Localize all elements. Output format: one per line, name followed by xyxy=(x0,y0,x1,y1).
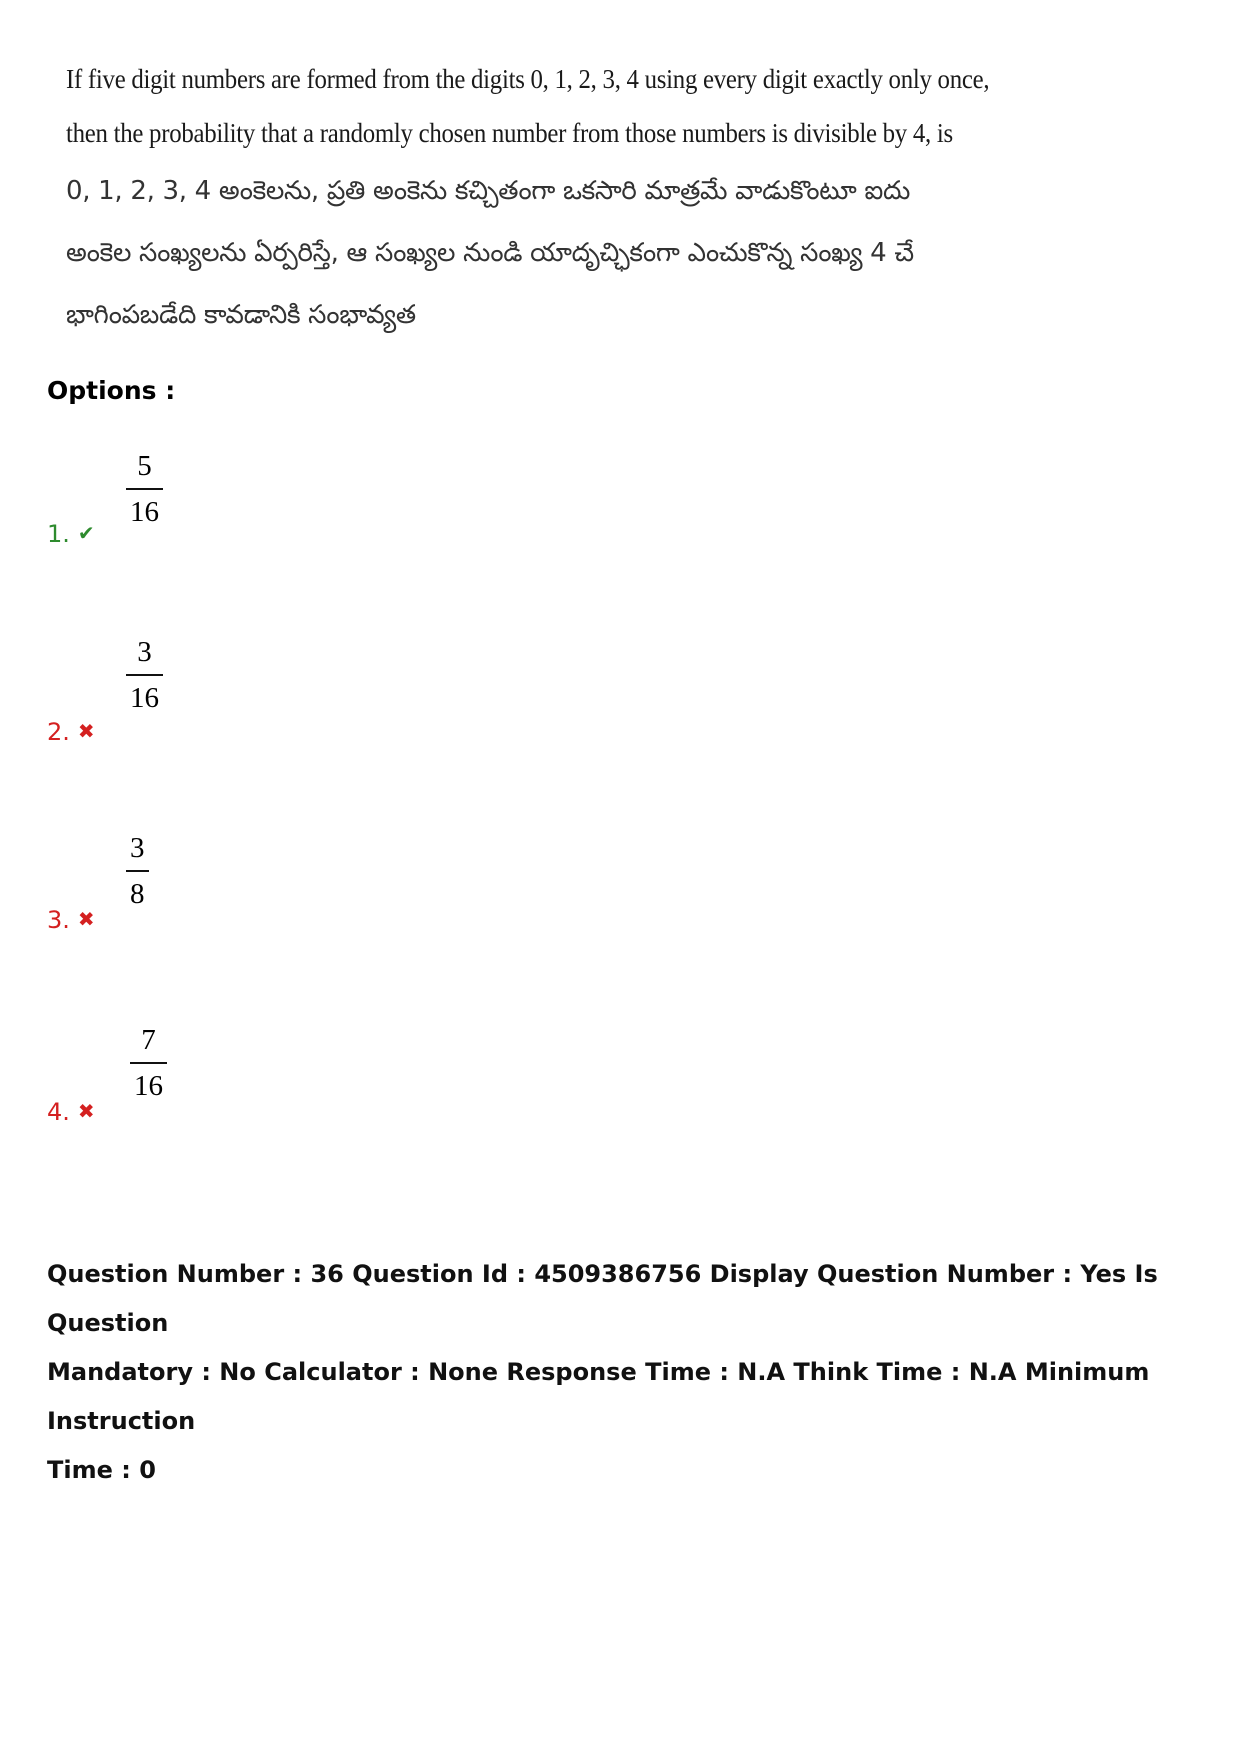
option-3-denominator: 8 xyxy=(130,878,145,910)
option-1-number-group xyxy=(47,520,95,548)
option-4-number: 4. xyxy=(47,1098,70,1126)
option-2-fraction xyxy=(126,638,163,713)
option-1-denominator: 16 xyxy=(130,496,159,528)
option-4-denominator: 16 xyxy=(134,1070,163,1102)
cross-icon: ✖ xyxy=(77,1099,95,1123)
option-2-number: 2. xyxy=(47,718,70,746)
question-meta xyxy=(47,1250,1207,1495)
question-meta-line-3: Time : 0 xyxy=(47,1456,156,1484)
question-meta-line-1: Question Number : 36 Question Id : 4509386756 Display Question Number : Yes Is Question xyxy=(47,1260,1158,1337)
option-3-numerator: 3 xyxy=(130,832,145,864)
option-1-numerator: 5 xyxy=(137,450,152,482)
check-icon: ✔ xyxy=(77,521,95,545)
option-1-number: 1. xyxy=(47,520,70,548)
option-1-fraction xyxy=(126,452,163,527)
option-3-fraction xyxy=(126,834,149,909)
question-line-telugu-3: భాగింపబడేది కావడానికి సంభావ్యత xyxy=(66,300,416,330)
question-line-telugu-1: 0, 1, 2, 3, 4 అంకెలను, ప్రతి అంకెను కచ్చితంగా ఒకసారి మాత్రమే వాడుకొంటూ ఐదు xyxy=(66,176,911,206)
option-4-fraction xyxy=(130,1026,167,1101)
question-line-english-1: If five digit numbers are formed from the digits 0, 1, 2, 3, 4 using every digit exactly only once, xyxy=(66,64,990,94)
option-2-number-group xyxy=(47,718,95,746)
option-3-number: 3. xyxy=(47,906,70,934)
question-meta-line-2: Mandatory : No Calculator : None Response Time : N.A Think Time : N.A Minimum Instruction xyxy=(47,1358,1150,1435)
question-line-telugu-2: అంకెల సంఖ్యలను ఏర్పరిస్తే, ఆ సంఖ్యల నుండి యాదృచ్ఛికంగా ఎంచుకొన్న సంఖ్య 4 చే xyxy=(66,238,914,268)
question-text xyxy=(66,52,990,346)
option-4-numerator: 7 xyxy=(141,1024,156,1056)
option-2-numerator: 3 xyxy=(137,636,152,668)
option-4-number-group xyxy=(47,1098,95,1126)
cross-icon: ✖ xyxy=(77,907,95,931)
options-heading: Options : xyxy=(47,376,176,405)
cross-icon: ✖ xyxy=(77,719,95,743)
option-2-denominator: 16 xyxy=(130,682,159,714)
option-3-number-group xyxy=(47,906,95,934)
question-line-english-2: then the probability that a randomly chosen number from those numbers is divisible by 4, is xyxy=(66,118,953,148)
